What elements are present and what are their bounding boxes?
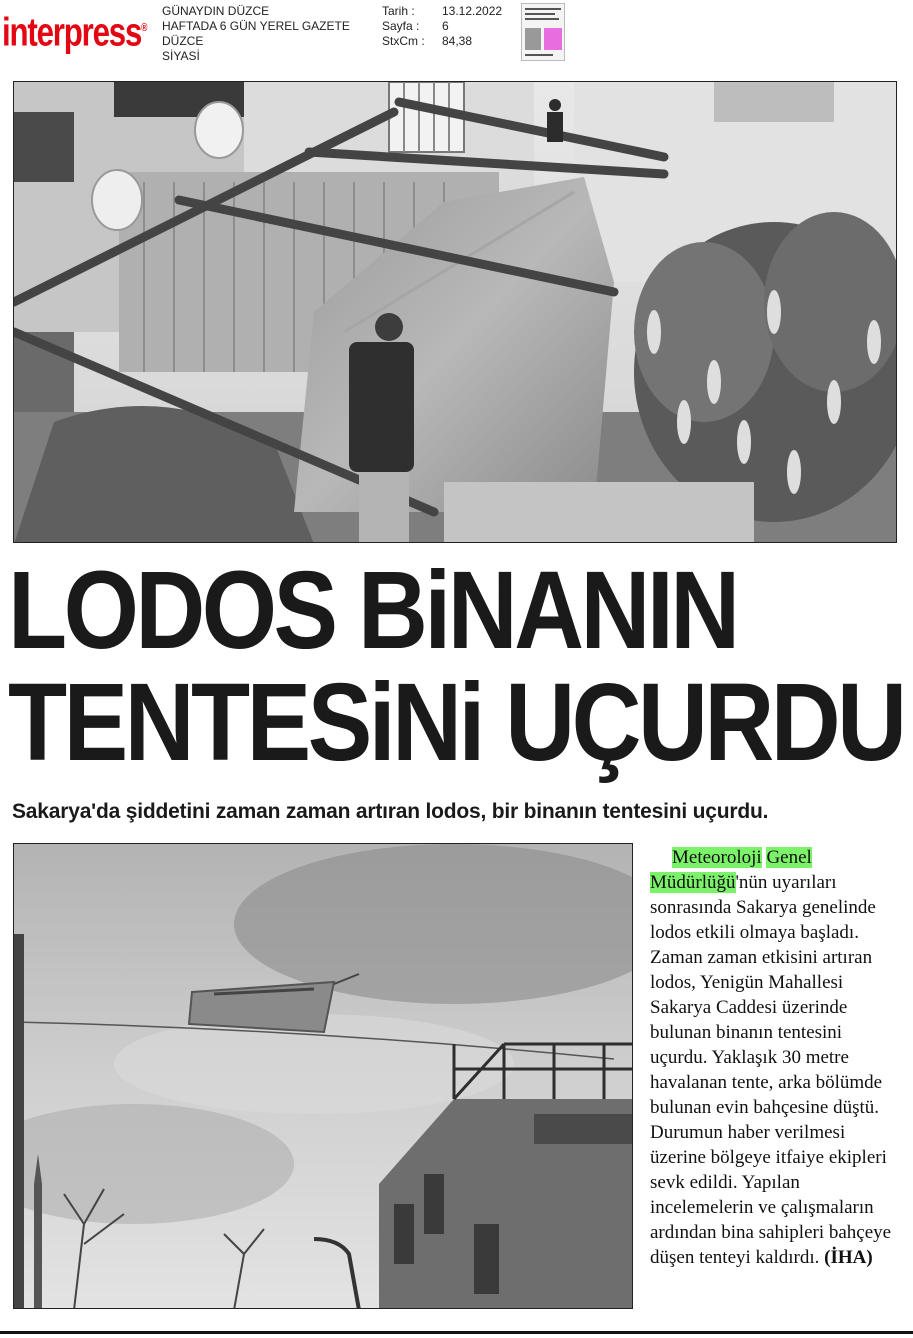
page-row [382, 19, 502, 34]
interpress-logo [2, 6, 146, 54]
page-thumbnail [521, 3, 565, 61]
stxcm-label: StxCm : [382, 34, 425, 48]
highlight-meteoroloji: Meteoroloji [672, 847, 762, 868]
stxcm-row [382, 34, 502, 49]
headline [8, 549, 904, 784]
headline-line-1: LODOS BiNANIN [8, 549, 737, 672]
article-body-text: 'nün uyarıları sonrasında Sakarya genelinde lodos etkili olmaya başladı. Zaman zaman etkisini artıran lodos, Yenigün Mahallesi Sakarya Caddesi üzerinde bulunan binanın tentesini uçurdu. Yaklaşık 30 metre havalanan tente, arka bölümde bulunan evin bahçesine düştü. Durumun haber verilmesi üzerine bölgeye itfaiye ekipleri sevk edildi. Yapılan incelemelerin ve çalışmaların ardından bina sahipleri bahçeye düşen tenteyi kaldırdı. [650, 872, 892, 1268]
publication-info [162, 4, 350, 64]
highlight-genel-mudurlugu: Genel Müdürlüğü [650, 847, 812, 893]
bottom-rule [0, 1331, 913, 1334]
publication-city: DÜZCE [162, 34, 204, 48]
subheadline: Sakarya'da şiddetini zaman zaman artıran lodos, bir binanın tentesini uçurdu. [12, 800, 769, 823]
photo-flying-awning [13, 843, 633, 1309]
stxcm-value: 84,38 [442, 34, 473, 48]
publication-name: GÜNAYDIN DÜZCE [162, 4, 270, 18]
article-body [650, 845, 902, 1270]
clipping-info [382, 4, 502, 49]
page-value: 6 [442, 19, 449, 33]
headline-line-2: TENTESiNi UÇURDU [8, 661, 904, 784]
logo-registered-mark: ® [141, 22, 147, 34]
publication-category: SİYASİ [162, 49, 200, 63]
article-source: (İHA) [824, 1247, 873, 1268]
date-label: Tarih : [382, 4, 415, 18]
date-value: 13.12.2022 [442, 4, 503, 18]
publication-frequency: HAFTADA 6 GÜN YEREL GAZETE [162, 19, 350, 33]
logo-text: interpress [2, 10, 142, 55]
date-row [382, 4, 502, 19]
photo-collapsed-awning [13, 81, 897, 543]
page-label: Sayfa : [382, 19, 420, 33]
